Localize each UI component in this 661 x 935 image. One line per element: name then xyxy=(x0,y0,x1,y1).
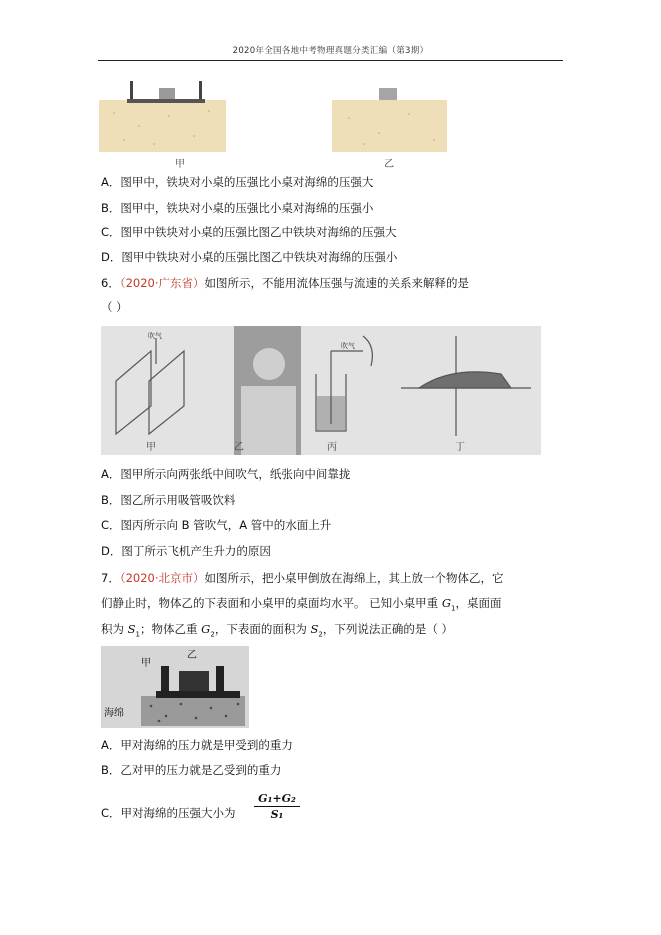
q7-source: （2020·北京市） xyxy=(119,571,205,585)
q6-option-b: B．图乙所示用吸管吸饮料 xyxy=(101,493,236,507)
q6-figure xyxy=(101,326,541,455)
table-leg-right xyxy=(199,81,202,99)
table-jia-leg-left xyxy=(161,666,169,691)
table-jia-top xyxy=(156,691,240,698)
q7-label-jia: 甲 xyxy=(141,658,151,669)
q7-label-yi: 乙 xyxy=(187,650,197,661)
page-header: 2020年全国各地中考物理真题分类汇编（第3期） xyxy=(232,46,429,56)
table-top xyxy=(127,99,205,103)
pressure-fraction xyxy=(254,792,300,821)
q5-option-c: C．图甲中铁块对小桌的压强比图乙中铁块对海绵的压强大 xyxy=(101,225,397,239)
q7-g2-symbol: G xyxy=(201,622,211,636)
sponge-left xyxy=(99,100,226,152)
q7-stem-text-3c: ，下表面的面积为 xyxy=(214,622,311,636)
q7-option-c: C．甲对海绵的压强大小为 xyxy=(101,806,236,820)
q6-option-a: A．图甲所示向两张纸中间吹气，纸张向中间靠拢 xyxy=(101,467,351,481)
q6-caption-bing: 丙 xyxy=(327,442,337,453)
q6-caption-jia: 甲 xyxy=(146,442,156,453)
q7-stem-text-3a: 积为 xyxy=(101,622,128,636)
q7-s1-subscript: 1 xyxy=(135,630,141,639)
q6-blow-label-2: 吹气 xyxy=(341,342,355,350)
q7-stem-text-3b: ；物体乙重 xyxy=(140,622,202,636)
q6-source: （2020·广东省） xyxy=(119,276,205,290)
q7-g1-symbol: G xyxy=(441,596,451,610)
q6-option-d: D．图丁所示飞机产生升力的原因 xyxy=(101,544,271,558)
q6-number: 6． xyxy=(101,276,120,290)
q7-s2-symbol: S xyxy=(310,622,319,636)
sponge-block xyxy=(141,696,245,726)
sponge-right xyxy=(332,100,447,152)
q7-stem-text-2a: 们静止时，物体乙的下表面和小桌甲的桌面均水平。 已知小桌甲重 xyxy=(101,596,442,610)
q7-s2-subscript: 2 xyxy=(318,630,323,639)
q7-stem-text-3d: ，下列说法正确的是（ ） xyxy=(322,622,453,636)
q6-blow-label: 吹气 xyxy=(148,332,162,340)
header-rule xyxy=(98,60,563,61)
q7-stem-line-2 xyxy=(101,595,501,616)
q7-stem-text-1: 如图所示，把小桌甲倒放在海绵上，其上放一个物体乙，它 xyxy=(204,571,504,585)
iron-block-left xyxy=(159,88,175,99)
fraction-denominator: S₁ xyxy=(270,808,284,821)
q7-s1-symbol: S xyxy=(127,622,136,636)
q7-option-a: A．甲对海绵的压力就是甲受到的重力 xyxy=(101,738,293,752)
q7-figure xyxy=(101,646,249,728)
q7-option-b: B．乙对甲的压力就是乙受到的重力 xyxy=(101,763,282,777)
q5-figure xyxy=(99,78,447,160)
q5-option-a: A．图甲中，铁块对小桌的压强比小桌对海绵的压强大 xyxy=(101,175,374,189)
fraction-numerator: G₁+G₂ xyxy=(254,792,300,807)
q7-g1-subscript: 1 xyxy=(451,604,456,613)
table-jia-leg-right xyxy=(216,666,224,691)
q7-g2-subscript: 2 xyxy=(210,630,215,639)
q5-caption-yi: 乙 xyxy=(384,159,394,170)
q7-stem-text-2b: ，桌面面 xyxy=(455,596,502,610)
q7-stem-line-3 xyxy=(101,621,453,642)
table-leg-left xyxy=(130,81,133,99)
q6-option-c: C．图丙所示向 B 管吹气，A 管中的水面上升 xyxy=(101,518,332,532)
q5-option-b: B．图甲中，铁块对小桌的压强比小桌对海绵的压强小 xyxy=(101,201,374,215)
q6-caption-yi: 乙 xyxy=(234,442,244,453)
q5-caption-jia: 甲 xyxy=(175,159,185,170)
q6-caption-ding: 丁 xyxy=(455,442,465,453)
q6-stem xyxy=(101,275,469,291)
q6-paren: （ ） xyxy=(101,300,128,314)
q7-label-sponge: 海绵 xyxy=(104,708,124,719)
q5-option-d: D．图甲中铁块对小桌的压强比图乙中铁块对海绵的压强小 xyxy=(101,250,398,264)
q7-stem-line-1 xyxy=(101,570,504,586)
object-yi xyxy=(179,671,209,691)
q7-number: 7． xyxy=(101,571,120,585)
q6-stem-text: 如图所示，不能用流体压强与流速的关系来解释的是 xyxy=(204,276,469,290)
iron-block-right xyxy=(379,88,397,100)
